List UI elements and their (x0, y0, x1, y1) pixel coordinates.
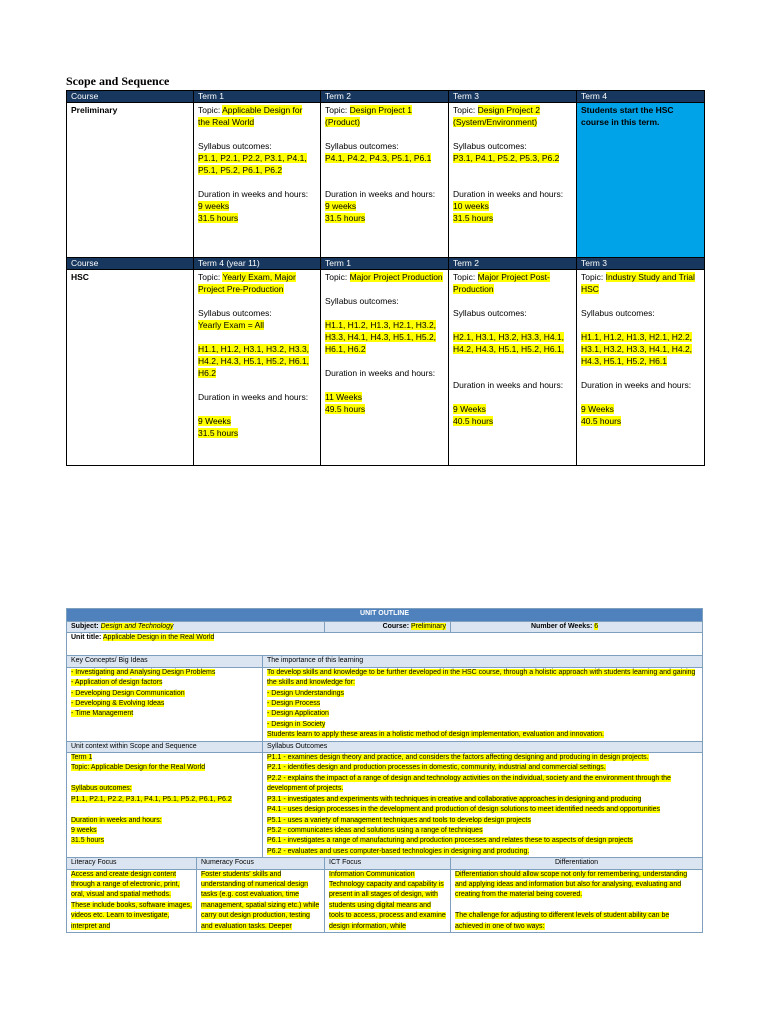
subject-value: Design and Technology (100, 623, 174, 630)
key-concepts-header-row (67, 656, 703, 667)
weeks-label: Number of Weeks: (531, 623, 593, 630)
context-row (67, 753, 703, 858)
hours: 31.5 hours (325, 213, 366, 223)
hsc-term-4-cell (194, 270, 321, 466)
outcomes: H2.1, H3.1, H3.2, H3.3, H4.1, H4.2, H4.3, H5.1, H5.2, H6.1, (453, 332, 565, 354)
literacy-text: Access and create design content through a range of electronic, print, oral, visual and spatial methods. These include books, software images, videos etc. Learn to investigate, interpret and (71, 870, 193, 930)
outcomes-label: Syllabus outcomes: (198, 308, 272, 318)
ict-text: Information Communication Technology capacity and capability is present in all stages of design, with students using digital means and tools to access, process and examine design information, while (329, 870, 446, 930)
topic-label: Topic: (198, 105, 221, 115)
header-term-2: Term 2 (449, 258, 577, 270)
unit-title-cell (67, 633, 703, 656)
scope-sequence-table (66, 90, 705, 466)
topic: Applicable Design for the Real World (198, 105, 303, 127)
unit-title-label: Unit title: (71, 634, 102, 642)
key-concept-item: - Time Management (71, 710, 134, 718)
hours: 31.5 hours (198, 428, 239, 438)
key-concepts-header: Key Concepts/ Big Ideas (67, 656, 263, 667)
hours: 31.5 hours (198, 213, 239, 223)
prelim-term-2-cell (321, 103, 449, 258)
outcome-item: P1.1 - examines design theory and practice, and considers the factors affecting designing and producing in design projects. (267, 754, 649, 762)
importance-item: - Design Process (267, 700, 321, 708)
hours: 49.5 hours (325, 404, 366, 414)
weeks-value: 6 (594, 623, 599, 630)
unit-outline-table (66, 608, 703, 933)
differentiation-cell (451, 869, 703, 932)
context-outcomes-label: Syllabus outcomes: (71, 785, 132, 793)
outcomes: P4.1, P4.2, P4.3, P5.1, P6.1 (325, 153, 432, 163)
outcomes: P1.1, P2.1, P2.2, P3.1, P4.1, P5.1, P5.2, P6.1, P6.2 (198, 153, 307, 175)
weeks: 9 weeks (198, 201, 230, 211)
weeks-cell (451, 622, 703, 633)
outcomes-yearly-exam: Yearly Exam = All (198, 320, 265, 330)
importance-item: - Design in Society (267, 720, 326, 728)
outcomes-label: Syllabus outcomes: (581, 308, 655, 318)
context-cell (67, 753, 263, 858)
topic-label: Topic: (198, 272, 221, 282)
outcomes-label: Syllabus outcomes: (453, 308, 527, 318)
header-row-hsc (67, 258, 705, 270)
literacy-header: Literacy Focus (67, 858, 197, 869)
outcome-item: P3.1 - investigates and experiments with techniques in creative and collaborative approaches in designing and producing (267, 795, 642, 803)
outcome-item: P6.2 - evaluates and uses computer-based technologies in designing and producing. (267, 847, 530, 855)
header-term-2: Term 2 (321, 91, 449, 103)
numeracy-cell (197, 869, 325, 932)
unit-outline-banner: UNIT OUTLINE (67, 609, 703, 622)
weeks: 11 Weeks (325, 392, 363, 402)
outcome-item: P2.2 - explains the impact of a range of design and technology activities on the individual, society and the environment through the development of projects. (267, 774, 671, 793)
duration-label: Duration in weeks and hours: (325, 189, 436, 199)
header-term-4: Term 4 (577, 91, 705, 103)
importance-item: - Design Application (267, 710, 329, 718)
topic-label: Topic: (325, 272, 348, 282)
context-term: Term 1 (71, 754, 93, 762)
weeks: 9 Weeks (453, 404, 486, 414)
topic: Yearly Exam, Major Project Pre-Production (198, 272, 296, 294)
weeks: 9 Weeks (198, 416, 231, 426)
preliminary-row (67, 103, 705, 258)
outcomes-label: Syllabus outcomes: (325, 296, 399, 306)
course-cell (325, 622, 451, 633)
context-duration-label: Duration in weeks and hours: (71, 816, 162, 824)
key-concepts-cell (67, 667, 263, 741)
focus-row (67, 869, 703, 932)
topic: Major Project Production (349, 272, 443, 282)
context-weeks: 9 weeks (71, 826, 97, 834)
importance-item: - Design Understandings (267, 689, 345, 697)
importance-intro: To develop skills and knowledge to be further developed in the HSC course, through a holistic approach with students learning and gaining the skills and knowledge for: (267, 668, 696, 687)
outcomes: H1.1, H1.2, H1.3, H2.1, H2.2, H3.1, H3.2, H3.3, H4.1, H4.2, H4.3, H5.1, H5.2, H6.1 (581, 332, 693, 366)
context-header-row (67, 741, 703, 752)
unit-title-row (67, 633, 703, 656)
outcome-item: P4.1 - uses design processes in the development and production of design solutions to meet identified needs and opportunities (267, 806, 661, 814)
header-term-4-year-11: Term 4 (year 11) (194, 258, 321, 270)
topic: Design Project 2 (System/Environment) (453, 105, 540, 127)
numeracy-header: Numeracy Focus (197, 858, 325, 869)
subject-row (67, 622, 703, 633)
topic: Major Project Post-Production (453, 272, 550, 294)
numeracy-text: Foster students' skills and understanding of numerical design tasks (e.g. cost evaluation, time management, spatial sizing etc.) while carry out design production, testing and evaluation tasks. Deeper (201, 870, 320, 930)
prelim-term-1-cell (194, 103, 321, 258)
importance-outro: Students learn to apply these areas in a holistic method of design implementation, evaluation and innovation. (267, 731, 604, 739)
key-concept-item: - Investigating and Analysing Design Problems (71, 668, 216, 676)
outcomes: P3.1, P4.1, P5.2, P5.3, P6.2 (453, 153, 560, 163)
importance-cell (263, 667, 703, 741)
hsc-term-1-cell (321, 270, 449, 466)
differentiation-text-2: The challenge for adjusting to different levels of student ability can be achieved in one of two ways: (455, 912, 670, 930)
hours: 40.5 hours (581, 416, 622, 426)
topic: Industry Study and Trial HSC (581, 272, 695, 294)
course-label: Course: (382, 623, 410, 630)
outcomes: H1.1, H1.2, H3.1, H3.2, H3.3, H4.2, H4.3, H5.1, H5.2, H6.1, H6.2 (198, 344, 310, 378)
hsc-row (67, 270, 705, 466)
weeks: 10 weeks (453, 201, 489, 211)
outcome-item: P5.1 - uses a variety of management techniques and tools to develop design projects (267, 816, 531, 824)
context-topic: Topic: Applicable Design for the Real World (71, 764, 206, 772)
key-concept-item: - Application of design factors (71, 679, 163, 687)
outcomes-label: Syllabus outcomes: (325, 141, 399, 151)
topic-label: Topic: (453, 105, 476, 115)
course-value: Preliminary (410, 623, 446, 630)
header-term-1: Term 1 (194, 91, 321, 103)
context-hours: 31.5 hours (71, 837, 105, 845)
key-concept-item: - Developing & Evolving Ideas (71, 700, 165, 708)
key-concepts-row (67, 667, 703, 741)
duration-label: Duration in weeks and hours: (325, 368, 436, 378)
key-concept-item: - Developing Design Communication (71, 689, 185, 697)
duration-label: Duration in weeks and hours: (581, 380, 692, 390)
context-outcomes: P1.1, P2.1, P2.2, P3.1, P4.1, P5.1, P5.2, P6.1, P6.2 (71, 795, 232, 803)
subject-label: Subject: (71, 623, 99, 630)
prelim-term-3-cell (449, 103, 577, 258)
context-header: Unit context within Scope and Sequence (67, 741, 263, 752)
topic-label: Topic: (453, 272, 476, 282)
hsc-term-3-cell (577, 270, 705, 466)
topic-label: Topic: (325, 105, 348, 115)
weeks: 9 Weeks (581, 404, 614, 414)
header-row-preliminary (67, 91, 705, 103)
duration-label: Duration in weeks and hours: (198, 392, 309, 402)
outcome-item: P5.2 - communicates ideas and solutions using a range of techniques (267, 826, 483, 834)
syllabus-outcomes-header: Syllabus Outcomes (263, 741, 703, 752)
prelim-term-4-cell: Students start the HSC course in this term. (577, 103, 705, 258)
differentiation-header: Differentiation (451, 858, 703, 869)
course-preliminary: Preliminary (67, 103, 194, 258)
focus-header-row (67, 858, 703, 869)
hours: 31.5 hours (453, 213, 494, 223)
syllabus-outcomes-cell (263, 753, 703, 858)
ict-cell (325, 869, 451, 932)
unit-title-value: Applicable Design in the Real World (102, 634, 215, 642)
ict-header: ICT Focus (325, 858, 451, 869)
duration-label: Duration in weeks and hours: (453, 189, 564, 199)
hours: 40.5 hours (453, 416, 494, 426)
outcome-item: P2.1 - identifies design and production processes in domestic, community, industrial and commercial settings. (267, 764, 606, 772)
course-hsc: HSC (67, 270, 194, 466)
header-term-3: Term 3 (449, 91, 577, 103)
differentiation-text-1: Differentiation should allow scope not only for remembering, understanding and applying ideas and information but also for analysing, evaluating and creating from the material being covered. (455, 870, 688, 899)
header-course: Course (67, 91, 194, 103)
outcome-item: P6.1 - investigates a range of manufacturing and production processes and relates these to aspects of design projects (267, 837, 633, 845)
topic: Design Project 1 (Product) (325, 105, 412, 127)
weeks: 9 weeks (325, 201, 357, 211)
header-course: Course (67, 258, 194, 270)
outcomes-label: Syllabus outcomes: (198, 141, 272, 151)
header-term-3: Term 3 (577, 258, 705, 270)
subject-cell (67, 622, 325, 633)
hsc-term-2-cell (449, 270, 577, 466)
literacy-cell (67, 869, 197, 932)
header-term-1: Term 1 (321, 258, 449, 270)
page-title: Scope and Sequence (66, 74, 170, 88)
topic-label: Topic: (581, 272, 604, 282)
outcomes-label: Syllabus outcomes: (453, 141, 527, 151)
outcomes: H1.1, H1.2, H1.3, H2.1, H3.2, H3.3, H4.1, H4.3, H5.1, H5.2, H6.1, H6.2 (325, 320, 437, 354)
duration-label: Duration in weeks and hours: (453, 380, 564, 390)
unit-outline-banner-row (67, 609, 703, 622)
duration-label: Duration in weeks and hours: (198, 189, 309, 199)
importance-header: The importance of this learning (263, 656, 703, 667)
